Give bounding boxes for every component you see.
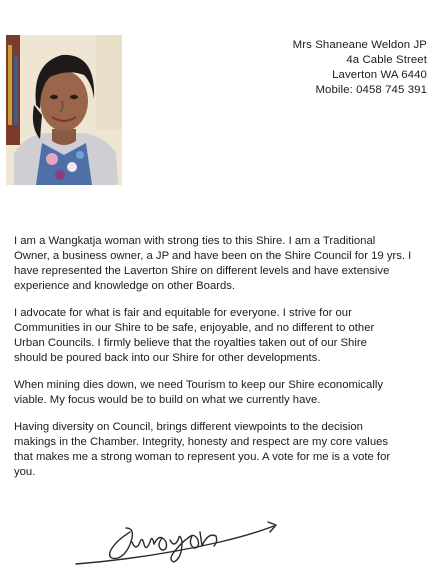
paragraph-diversity: Having diversity on Council, brings different viewpoints to the decision makings in the Chamber. Integrity, honesty and respect are my core values that makes me a strong woman to represent you. A vote for me is a vote for you.: [14, 421, 391, 478]
sender-town: Laverton WA 6440: [332, 69, 427, 81]
paragraph-introduction: I am a Wangkatja woman with strong ties to this Shire. I am a Traditional Owner, a business owner, a JP and have been on the Shire Council for 19 yrs. I have represented the Laverton Shire on different levels and have extensive experience and knowledge on other Boards.: [14, 235, 412, 292]
sender-name: Mrs Shaneane Weldon JP: [292, 39, 427, 51]
sender-address-block: [293, 38, 427, 98]
sender-mobile: Mobile: 0458 745 391: [315, 84, 427, 96]
paragraph-advocacy: I advocate for what is fair and equitable for everyone. I strive for our Communities in our Shire to be safe, enjoyable, and no different to other Urban Councils. I firmly believe that the royalties taken out of our Shire should be poured back into our Shire for other developments.: [14, 307, 375, 364]
portrait-illustration: [6, 35, 122, 185]
paragraph-tourism: When mining dies down, we need Tourism to keep our Shire economically viable. My focus would be to build on what we currently have.: [14, 379, 384, 406]
portrait-photo: [6, 35, 122, 185]
handwritten-signature: [70, 502, 300, 572]
letter-body: [14, 234, 432, 492]
sender-street: 4a Cable Street: [346, 54, 427, 66]
signature-drawing: [70, 502, 300, 572]
